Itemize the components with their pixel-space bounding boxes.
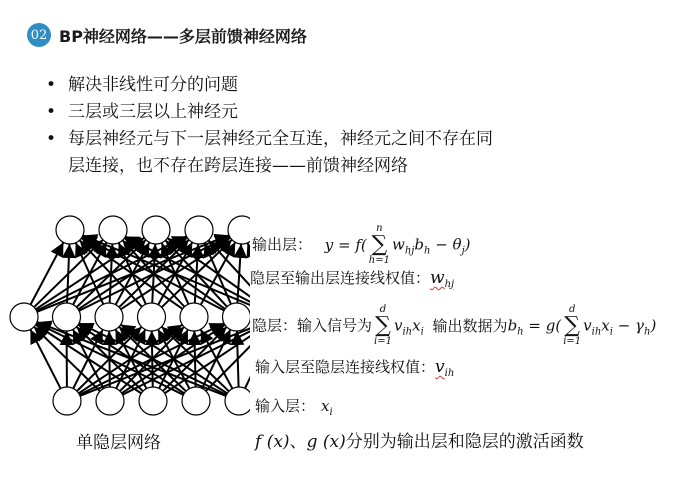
input-neuron <box>182 387 210 415</box>
bullet-text: 三层或三层以上神经元 <box>68 102 238 122</box>
hidden-neuron <box>53 303 81 331</box>
hidden-neuron <box>10 303 38 331</box>
bullet-item <box>46 99 606 126</box>
output-neuron <box>142 216 170 244</box>
output-eq-lhs: y = f( <box>324 235 367 254</box>
hidden-input-sum: d ∑ i=1 <box>374 304 392 347</box>
hidden-neuron <box>180 303 208 331</box>
output-layer-label: 输出层： <box>252 235 313 254</box>
bullet-marker: • <box>46 129 57 149</box>
network-caption: 单隐层网络 <box>76 433 161 453</box>
neural-network-diagram <box>0 205 250 423</box>
output-neuron <box>228 216 250 244</box>
input-hidden-connection <box>36 325 142 394</box>
hidden-neuron <box>95 303 123 331</box>
output-neuron <box>185 216 213 244</box>
input-neuron <box>53 387 81 415</box>
hidden-output-sum: d ∑ i=1 <box>563 304 582 347</box>
input-layer-formula: 输入层： $x_i$ <box>255 397 333 418</box>
input-hidden-weight: 输入层至隐层连接线权值：$v_{ih}$ <box>255 357 455 379</box>
input-hidden-connection <box>37 322 226 396</box>
slide-header <box>27 22 307 48</box>
hidden-output-weight: 隐层至输出层连接线权值：$w_{hj}$ <box>250 268 455 290</box>
hidden-neuron <box>138 303 166 331</box>
bullet-item <box>46 72 606 99</box>
hidden-neuron <box>223 303 251 331</box>
weight-v-symbol: $v_{ih}$ <box>435 357 455 379</box>
bullet-marker: • <box>46 102 57 122</box>
hidden-layer-formula: 隐层：输入信号为 d ∑ i=1 $v_{ih}x_i$ 输出数据为$b_h = g$( d ∑ i=1 $v_{ih}x_i - \gamma_h$) <box>252 304 657 347</box>
weight-w-symbol: $w_{hj}$ <box>430 268 455 290</box>
output-layer-formula: 输出层： y = f( n ∑ h=1 $w_{hj}b_h - \theta_j$) <box>252 223 471 266</box>
input-neuron <box>96 387 124 415</box>
bullet-list <box>46 72 606 180</box>
bullet-marker: • <box>46 75 57 95</box>
output-neuron <box>56 216 84 244</box>
input-neuron <box>225 387 250 415</box>
activation-note: f (x)、g (x)分别为输出层和隐层的激活函数 <box>255 432 584 452</box>
slide-title: BP神经网络——多层前馈神经网络 <box>59 26 307 46</box>
bullet-text: 每层神经元与下一层神经元全互连，神经元之间不存在同 <box>68 129 493 149</box>
bullet-text: 解决非线性可分的问题 <box>68 75 238 95</box>
input-neuron <box>139 387 167 415</box>
bullet-text-continued: 层连接，也不存在跨层连接——前馈神经网络 <box>68 156 408 176</box>
input-hidden-connection <box>237 331 239 387</box>
section-number-badge: 02 <box>27 23 51 47</box>
output-neuron <box>99 216 127 244</box>
output-sum: n ∑ h=1 <box>368 223 390 266</box>
bullet-item <box>46 126 606 180</box>
